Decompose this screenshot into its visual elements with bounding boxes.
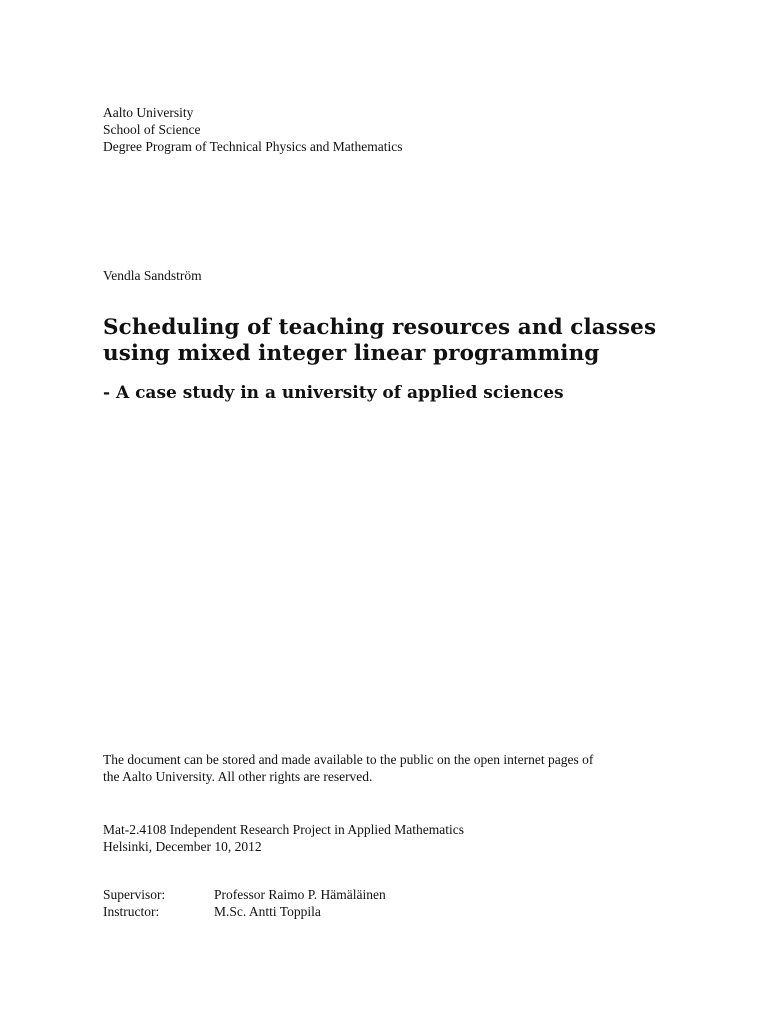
title-line-2: using mixed integer linear programming (103, 341, 600, 366)
supervisor-name: Professor Raimo P. Hämäläinen (214, 887, 386, 902)
degree-program: Degree Program of Technical Physics and Mathematics (103, 139, 403, 154)
rights-statement (103, 751, 683, 785)
course-name: Mat-2.4108 Independent Research Project in Applied Mathematics (103, 822, 465, 837)
title-line-1: Scheduling of teaching resources and classes (103, 315, 657, 340)
university-name: Aalto University (103, 105, 194, 120)
affiliation-block (103, 104, 402, 155)
rights-line-1: The document can be stored and made available to the public on the open internet pages of (103, 752, 594, 767)
supervisor-label: Supervisor: (103, 887, 166, 902)
instructor-name: M.Sc. Antti Toppila (214, 904, 321, 919)
rights-line-2: the Aalto University. All other rights are reserved. (103, 769, 373, 784)
author-name: Vendla Sandström (103, 268, 202, 283)
document-title (103, 315, 656, 367)
document-subtitle: - A case study in a university of applied sciences (103, 383, 564, 403)
instructor-label: Instructor: (103, 904, 160, 919)
project-info (103, 821, 464, 855)
place-date: Helsinki, December 10, 2012 (103, 839, 262, 854)
school-name: School of Science (103, 122, 201, 137)
roles-table (103, 886, 386, 920)
